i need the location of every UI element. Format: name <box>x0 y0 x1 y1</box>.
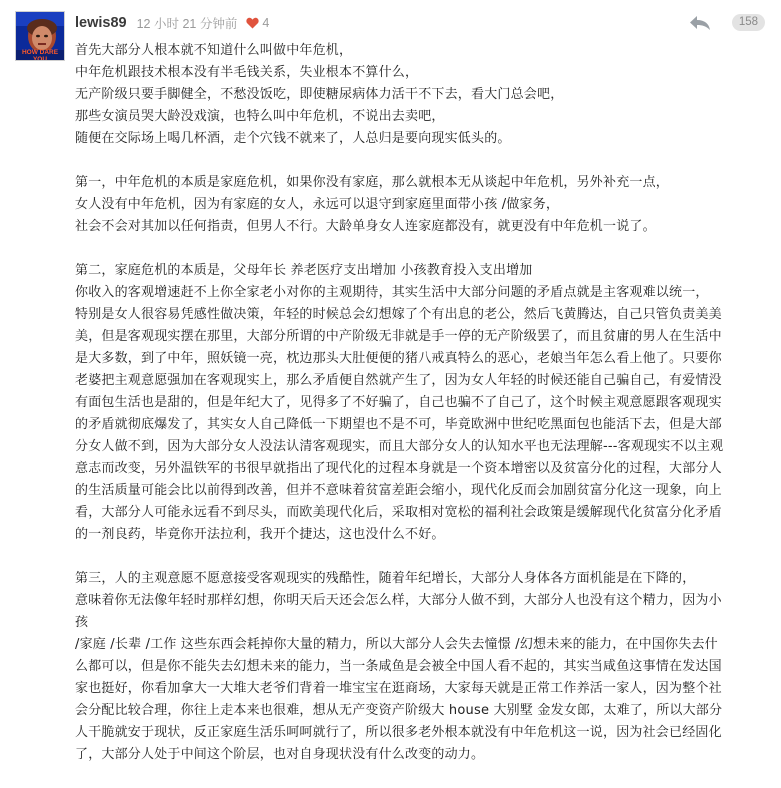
reply-count-badge[interactable]: 158 <box>732 14 765 31</box>
post-text-line: 中年危机跟技术根本没有半毛钱关系，失业根本不算什么， <box>75 65 419 80</box>
post-text-line: 分女人做不到，因为大部分女人没法认清客观现实，而且大部分女人的认知水平也无法理解---客观现实不以主观 <box>75 439 724 454</box>
post-text-line: /家庭 /长辈 /工作 这些东西会耗掉你大量的精力，所以大部分人会失去憧憬 /幻想未来的能力，在中国你失去什 <box>75 637 718 652</box>
post-text-line: 的生活质量可能会比以前得到改善，但并不意味着贫富差距会缩小，现代化反而会加剧贫富分化这一现象，向上 <box>75 483 722 498</box>
post-text-line: 特别是女人很容易凭感性做决策，年轻的时候总会幻想嫁了个有出息的老公，然后飞黄腾达，自己只管负责美美 <box>75 307 722 322</box>
post-text-line: 你收入的客观增速赶不上你全家老小对你的主观期待，其实生活中大部分问题的矛盾点就是主客观难以统一， <box>75 285 709 300</box>
post-text-line: 美，但是客观现实摆在那里，大部分所谓的中产阶级无非就是手一停的无产阶级罢了，而且贫庸的男人在生活中 <box>75 329 722 344</box>
post-text-line: 首先大部分人根本就不知道什么叫做中年危机， <box>75 43 353 58</box>
post-text-line: 孩 <box>75 615 89 630</box>
post-text-line: 第三，人的主观意愿不愿意接受客观现实的残酷性，随着年纪增长，大部分人身体各方面机能是在下降的， <box>75 571 696 586</box>
paragraph-gap <box>75 238 765 260</box>
post-header <box>75 13 769 33</box>
post-text-line: 了，大部分人处于中间这个阶层，也对自身现状没有什么改变的动力。 <box>75 747 485 762</box>
post-text-line: 意味着你无法像年轻时那样幻想，你明天后天还会怎么样，大部分人做不到，大部分人也没有这个精力，因为小 <box>75 593 722 608</box>
heart-icon <box>246 17 259 29</box>
post-body <box>75 40 765 766</box>
post-text-line: 女人没有中年危机，因为有家庭的女人，永远可以退守到家庭里面带小孩 /做家务， <box>75 197 560 212</box>
post-text-line: 那些女演员哭大龄没戏演，也特么叫中年危机，不说出去卖吧， <box>75 109 445 124</box>
username[interactable]: lewis89 <box>75 15 127 31</box>
post-text-line: 老婆把主观意愿强加在客观现实上，那么矛盾便自然就产生了，因为女人年轻的时候还能自己骗自己，有爱情没 <box>75 373 722 388</box>
post-text-line: 第一，中年危机的本质是家庭危机，如果你没有家庭，那么就根本无从谈起中年危机，另外补充一点， <box>75 175 670 190</box>
like-button[interactable] <box>246 16 269 30</box>
post-text-line: 有面包生活也是甜的，但是年纪大了，见得多了不好骗了，自己也骗不了自己了，这个时候主观意愿跟客观现实 <box>75 395 722 410</box>
like-count: 4 <box>262 16 270 30</box>
paragraph-gap <box>75 150 765 172</box>
avatar-caption: HOW DARE YOU <box>21 49 59 61</box>
post-text-line: 社会不会对其加以任何指责，但男人不行。大龄单身女人连家庭都没有，就更没有中年危机一说了。 <box>75 219 656 234</box>
post-text-line: 随便在交际场上喝几杯酒，走个穴钱不就来了，人总归是要向现实低头的。 <box>75 131 511 146</box>
post-text-line: 第二，家庭危机的本质是，父母年长 养老医疗支出增加 小孩教育投入支出增加 <box>75 263 533 278</box>
post-timestamp[interactable]: 12 小时 21 分钟前 <box>136 17 238 31</box>
paragraph-gap <box>75 546 765 568</box>
post-text-line: 人干脆就安于现状，反正家庭生活乐呵呵就行了，所以很多老外根本就没有中年危机这一说，因为社会已经固化 <box>75 725 722 740</box>
post-text-line: 家也挺好，你看加拿大一大堆大老爷们背着一堆宝宝在逛商场，大家每天就是正常工作养活一家人，因为整个社 <box>75 681 722 696</box>
post-text-line: 么都可以，但是你不能失去幻想未来的能力，当一条咸鱼是会被全中国人看不起的，其实当咸鱼这事情在发达国 <box>75 659 722 674</box>
post-text-line: 看，大部分人可能永远看不到尽头，而欧美现代化后，采取相对宽松的福利社会政策是缓解现代化贫富分化矛盾 <box>75 505 722 520</box>
post-text-line: 无产阶级只要手脚健全，不愁没饭吃，即使糖尿病体力活干不下去，看大门总会吧， <box>75 87 564 102</box>
avatar[interactable] <box>15 11 65 61</box>
post-text-line: 的一剂良药，毕竟你开法拉利，我开个捷达，这也没什么不好。 <box>75 527 445 542</box>
post-text-line: 会分配比较合理，你往上走本来也很难，想从无产变资产阶级大 house 大别墅 金发女郎，太难了，所以大部分 <box>75 703 723 718</box>
post-text-line: 的矛盾就彻底爆发了，其实女人自己降低一下期望也不是不可，毕竟欧洲中世纪吃黑面包也能活下去，但是大部 <box>75 417 722 432</box>
post-text-line: 意志而改变，另外温铁军的书很早就指出了现代化的过程本身就是一个资本增密以及贫富分化的过程，大部分人 <box>75 461 722 476</box>
reply-icon[interactable] <box>689 15 711 31</box>
post-text-line: 是大多数，到了中年，照妖镜一亮，枕边那头大肚便便的猪八戒真特么的恶心，老娘当年怎么看上他了。只要你 <box>75 351 722 366</box>
